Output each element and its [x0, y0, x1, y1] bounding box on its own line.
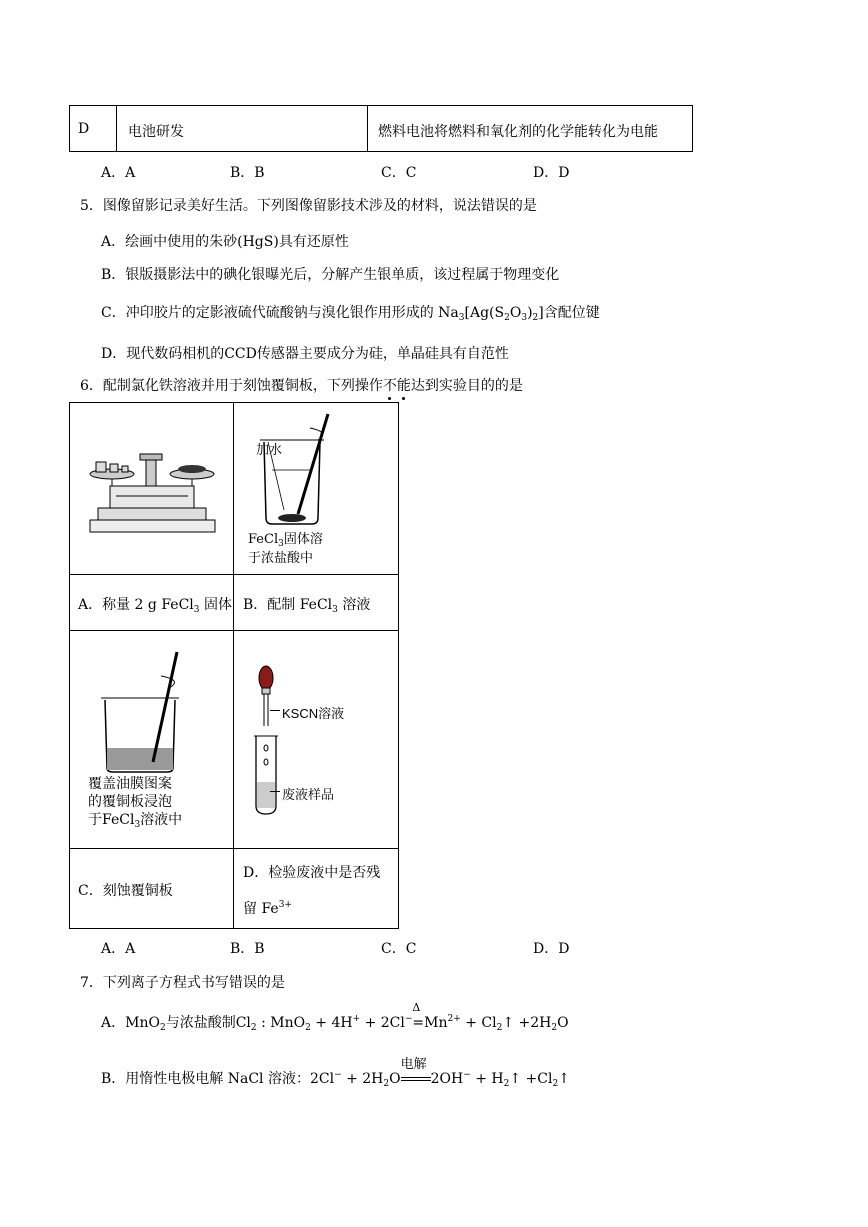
grid-line	[233, 402, 234, 929]
table-cell-item: 电池研发	[128, 124, 184, 140]
emphasis-dot: 能	[396, 378, 411, 394]
fig-d-label-sample: 废液样品	[282, 788, 335, 803]
q5-c-text: C．冲印胶片的定影液硫代硫酸钠与溴化银作用形成的	[101, 305, 434, 321]
option-c[interactable]: C．C	[381, 165, 417, 181]
fig-c-caption-2: 的覆铜板浸泡	[88, 794, 172, 810]
fig-b-label-water: 加水	[256, 443, 283, 458]
table-divider	[116, 105, 117, 152]
label-pointer	[270, 710, 280, 711]
q5-a-text: A．绘画中使用的朱砂	[101, 234, 238, 250]
option-d[interactable]: D．D	[533, 165, 570, 181]
etching-beaker-figure	[95, 650, 195, 775]
q7-option-b[interactable]: B．用惰性电极电解 NaCl 溶液：$2Cl^- + 2H_2O$ 电解 $2OH^- + H_2↑$ $+Cl_2↑$	[101, 1068, 570, 1089]
q7-b-label: B．用惰性电极电解 NaCl 溶液：	[101, 1071, 310, 1087]
question-5-stem: 5．图像留影记录美好生活。下列图像留影技术涉及的材料，说法错误的是	[80, 198, 537, 214]
formula-paren: )	[273, 234, 279, 250]
q5-option-b[interactable]: B．银版摄影法中的碘化银曝光后，分解产生银单质，该过程属于物理变化	[101, 267, 560, 283]
label-pointer	[270, 791, 280, 792]
caption-a[interactable]: A．称量 2 g FeCl$_3$ 固体	[78, 597, 232, 615]
table-cell-letter: D	[78, 121, 90, 137]
formula-paren: (	[237, 234, 243, 250]
q5-option-d[interactable]: D．现代数码相机的CCD传感器主要成分为硅，单晶硅具有自范性	[101, 346, 509, 362]
fig-d-label-kscn: KSCN溶液	[282, 706, 345, 721]
table-divider	[367, 105, 368, 152]
fig-c-caption-3a: 于FeCl	[88, 812, 135, 828]
formula-hgs: HgS	[242, 234, 274, 250]
fig-c-caption-3b: 溶液中	[140, 812, 183, 828]
question-6-stem	[80, 375, 523, 395]
fig-c-caption-1: 覆盖油膜图案	[88, 776, 172, 792]
caption-d-line1[interactable]: D．检验废液中是否残	[243, 865, 381, 881]
question-7-stem: 7．下列离子方程式书写错误的是	[80, 975, 285, 991]
heat-delta-symbol: Δ =	[412, 1001, 425, 1031]
caption-c[interactable]: C．刻蚀覆铜板	[78, 883, 173, 899]
fig-c-caption-3: 于FeCl$_3$溶液中	[88, 812, 183, 830]
q7-a-text: 与浓盐酸制	[165, 1015, 236, 1031]
q5-option-c[interactable]	[101, 302, 600, 323]
formula-complex: $Na_3[Ag(S_2O_3)_2]$	[438, 305, 544, 323]
grid-line	[69, 630, 399, 631]
fig-b-caption: FeCl$_3$固体溶	[248, 532, 323, 549]
caption-a-tail: 固体	[199, 597, 232, 613]
emphasis-dot: 不	[382, 378, 397, 394]
option-a[interactable]: A．A	[101, 165, 136, 181]
option-b[interactable]: B．B	[230, 941, 265, 957]
q5-option-a[interactable]	[101, 231, 349, 251]
q5-a-tail: 具有还原性	[278, 234, 349, 250]
fig-b-caption-text: 固体溶	[283, 532, 323, 547]
q6-stem-text: 6．配制氯化铁溶液并用于刻蚀覆铜板，下列操作	[80, 378, 383, 394]
caption-b[interactable]: B．配制 FeCl$_3$ 溶液	[243, 597, 371, 615]
beaker-figure	[250, 410, 360, 530]
q7-option-a[interactable]: A．MnO$_2$与浓盐酸制$Cl_2$ : MnO$_2$ + 4H+ + 2Cl− Δ $=Mn^{2+}$ + $Cl_2↑ +2H_2O$	[101, 1001, 569, 1033]
grid-line	[69, 848, 399, 849]
option-d[interactable]: D．D	[533, 941, 570, 957]
caption-b-tail: 溶液	[337, 597, 371, 613]
condition-label: 电解	[400, 1057, 427, 1072]
caption-d-text: 留 Fe	[243, 901, 279, 917]
table-cell-desc: 燃料电池将燃料和氧化剂的化学能转化为电能	[378, 124, 658, 140]
fig-b-caption-2: 于浓盐酸中	[248, 551, 314, 566]
q6-stem-tail: 达到实验目的的是	[410, 378, 523, 394]
caption-d-line2[interactable]: 留 $Fe^{3+}$	[243, 900, 292, 917]
electrolysis-arrow	[400, 1057, 431, 1087]
caption-a-text: A．称量 2 g FeCl	[78, 597, 194, 613]
q7-a-label: A．	[101, 1015, 126, 1031]
balance-figure	[80, 448, 225, 536]
option-c[interactable]: C．C	[381, 941, 417, 957]
caption-b-text: B．配制 FeCl	[243, 597, 333, 613]
option-b[interactable]: B．B	[230, 165, 265, 181]
option-a[interactable]: A．A	[101, 941, 136, 957]
q5-c-tail: 含配位键	[543, 305, 600, 321]
grid-line	[69, 574, 399, 575]
